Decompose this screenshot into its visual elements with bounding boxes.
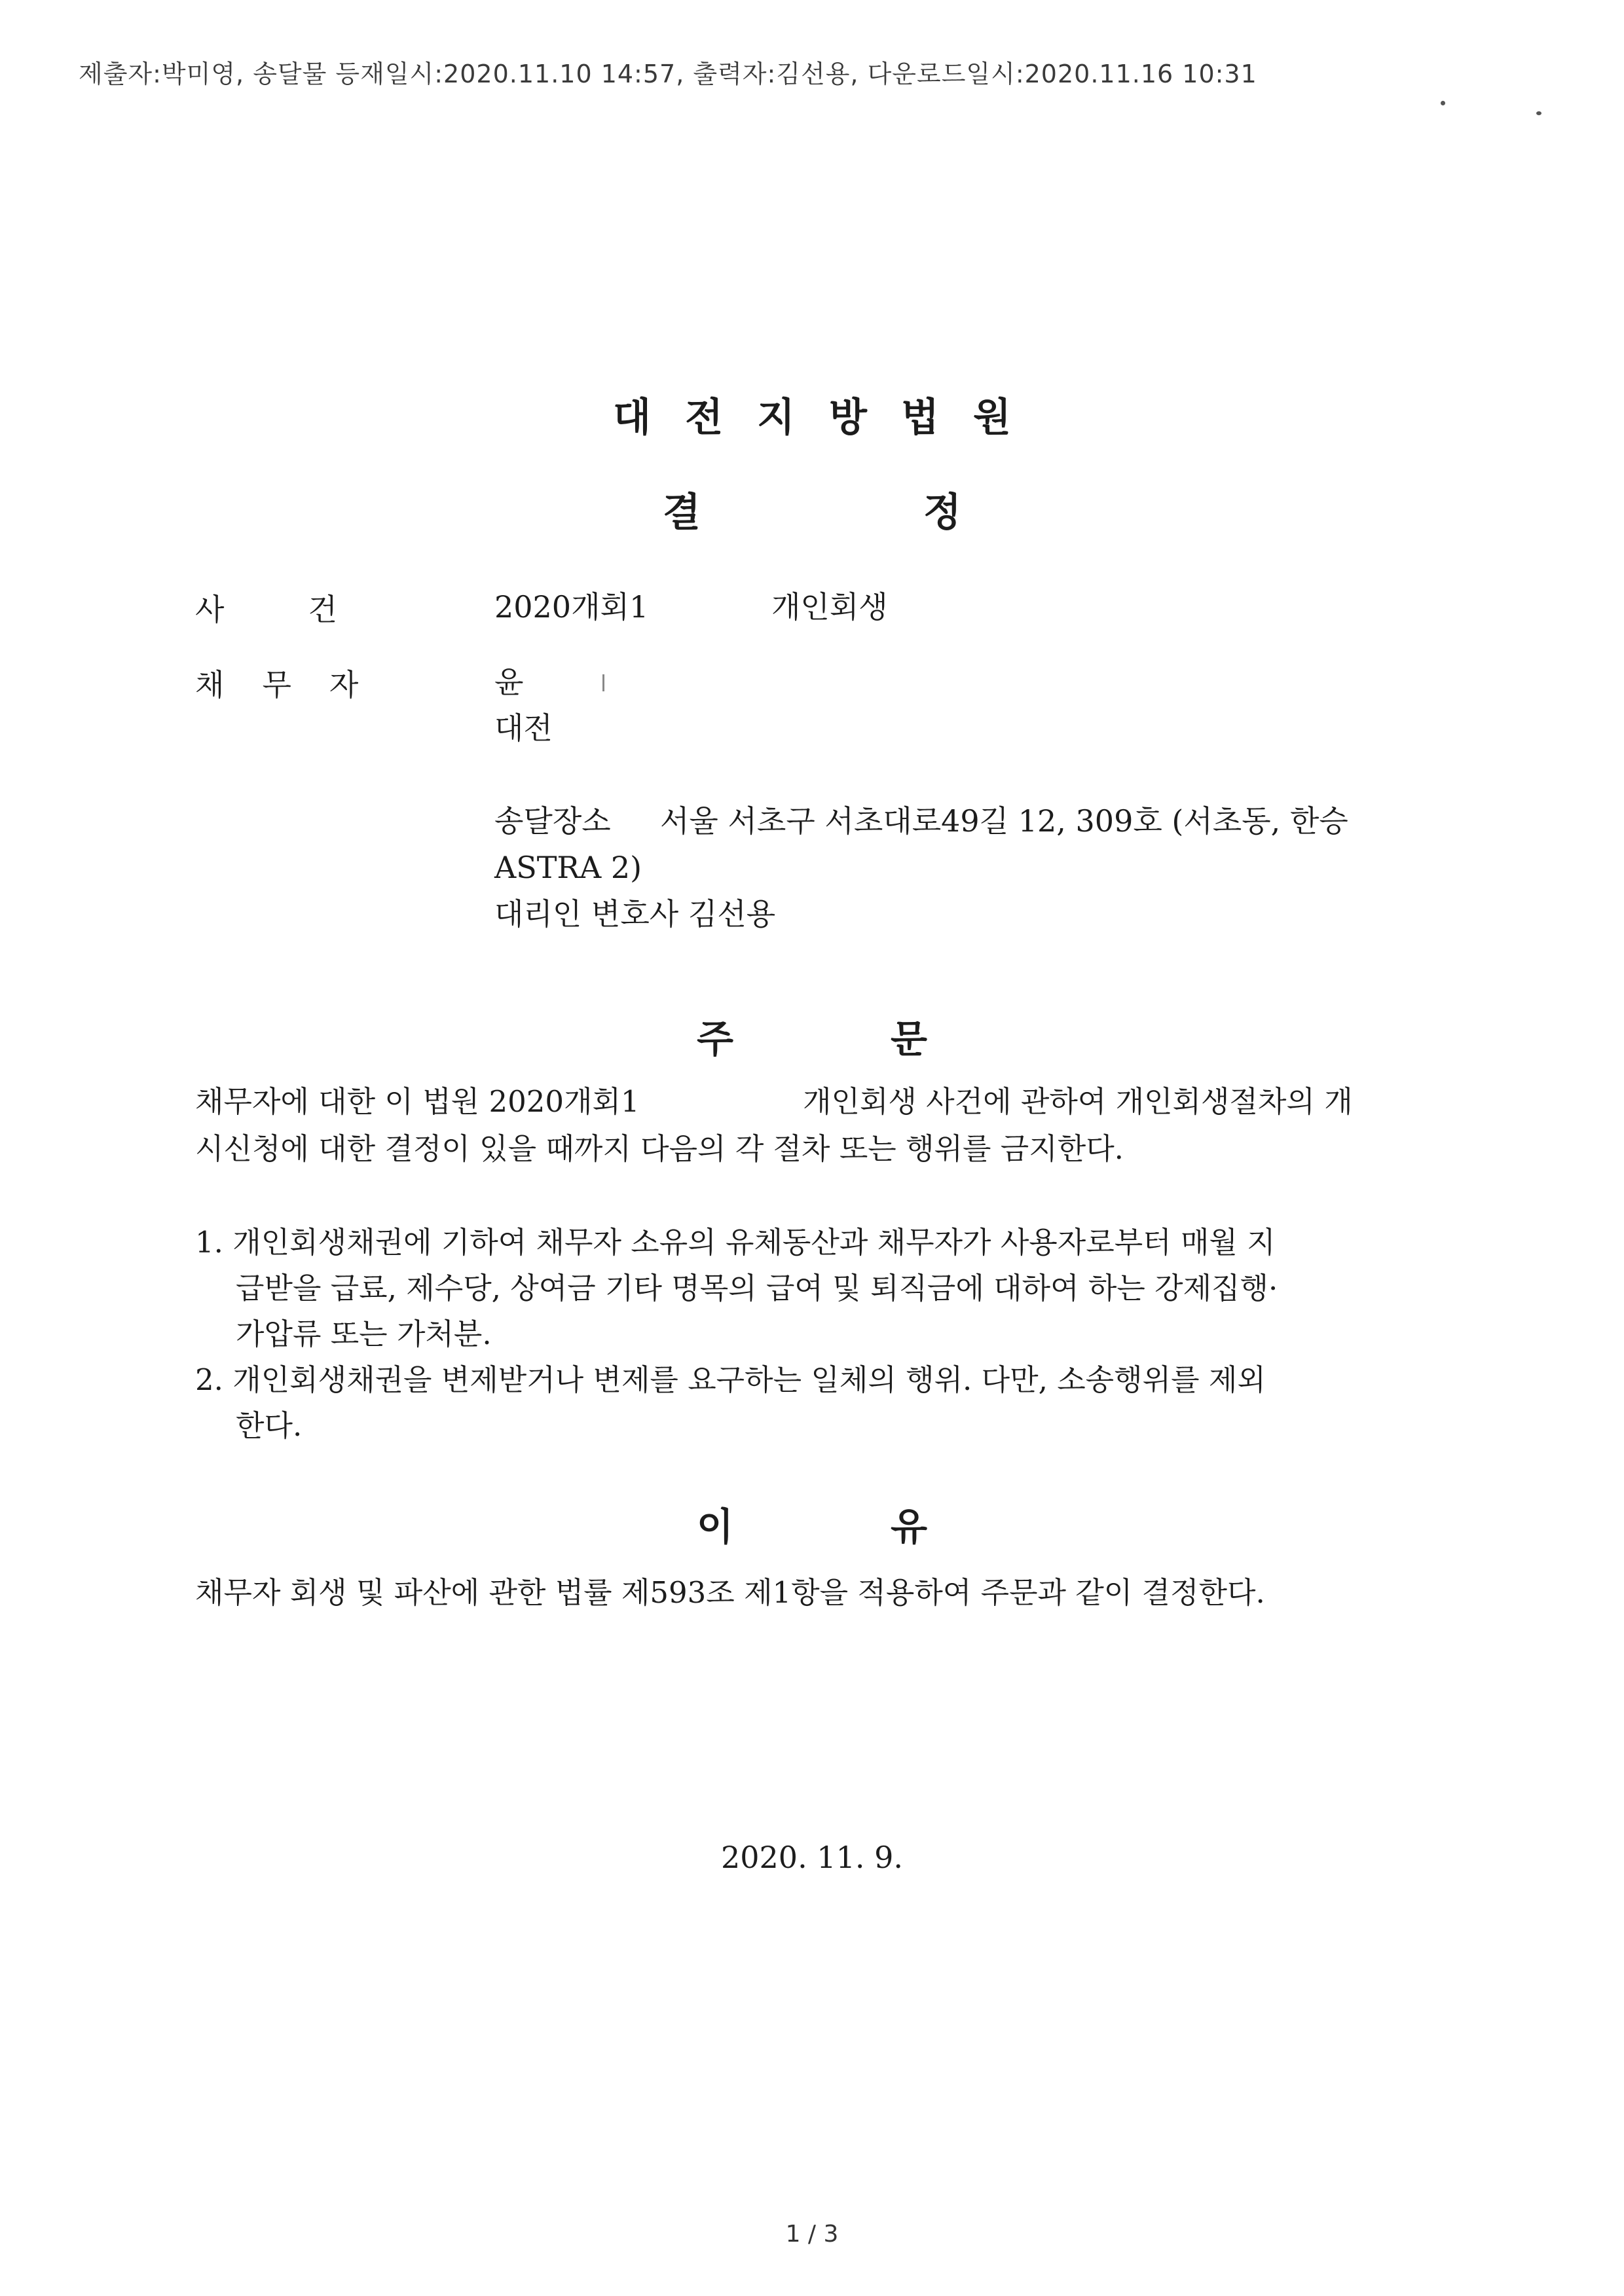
- order-heading: [0, 1008, 1624, 1063]
- redaction-mark: [602, 674, 604, 691]
- court-name-char: 대: [613, 395, 652, 441]
- submission-metadata: 제출자:박미영, 송달물 등재일시:2020.11.10 14:57, 출력자:김선용, 다운로드일시:2020.11.16 10:31: [79, 60, 1257, 88]
- reason-heading-char: 이: [696, 1504, 733, 1549]
- decision-date: 2020. 11. 9.: [721, 1840, 903, 1875]
- case-label-char: 사: [195, 592, 225, 627]
- service-address-line2: ASTRA 2): [494, 850, 642, 885]
- order-item-1-line3: 가압류 또는 가처분.: [236, 1317, 492, 1351]
- order-heading-char: 문: [891, 1017, 928, 1061]
- service-label: 송달장소: [494, 803, 611, 839]
- order-paragraph-part1: 채무자에 대한 이 법원 2020개회1: [195, 1084, 640, 1119]
- order-item-2-line1: 2. 개인회생채권을 변제받거나 변제를 요구하는 일체의 행위. 다만, 소송행위를 제외: [195, 1362, 1266, 1397]
- order-paragraph-line2: 시신청에 대한 결정이 있을 때까지 다음의 각 절차 또는 행위를 금지한다.: [195, 1131, 1124, 1166]
- page-number: 1 / 3: [785, 2221, 839, 2248]
- scan-speck: [1536, 111, 1541, 115]
- order-item-2-line2: 한다.: [236, 1408, 303, 1443]
- scan-speck: [1441, 101, 1445, 105]
- court-name-char: 전: [685, 395, 724, 441]
- case-number: 2020개회1: [494, 589, 649, 625]
- court-name-char: 방: [829, 395, 867, 441]
- order-heading-char: 주: [696, 1017, 733, 1061]
- debtor-label-char: 자: [329, 667, 359, 702]
- service-address-line1: 서울 서초구 서초대로49길 12, 309호 (서초동, 한승: [660, 803, 1348, 839]
- case-label: [195, 586, 337, 629]
- debtor-address: 대전: [494, 710, 553, 746]
- document-title-char: 결: [663, 490, 701, 536]
- debtor-label-char: 채: [195, 667, 225, 702]
- reason-heading-char: 유: [891, 1504, 928, 1549]
- debtor-name: 윤: [494, 665, 524, 700]
- order-item-1-line1: 1. 개인회생채권에 기하여 채무자 소유의 유체동산과 채무자가 사용자로부터 매월 지: [195, 1225, 1276, 1260]
- reason-heading: [0, 1496, 1624, 1551]
- legal-agent: 대리인 변호사 김선용: [494, 896, 776, 932]
- debtor-label: [195, 661, 358, 704]
- court-name-char: 법: [900, 395, 939, 441]
- document-title: [0, 481, 1624, 538]
- order-item-1-line2: 급받을 급료, 제수당, 상여금 기타 명목의 급여 및 퇴직금에 대하여 하는 강제집행·: [236, 1271, 1278, 1305]
- case-type: 개인회생: [771, 589, 888, 625]
- order-paragraph-part2: 개인회생 사건에 관하여 개인회생절차의 개: [803, 1084, 1353, 1119]
- reason-text: 채무자 회생 및 파산에 관한 법률 제593조 제1항을 적용하여 주문과 같이 결정한다.: [195, 1575, 1265, 1610]
- court-name: [0, 386, 1624, 443]
- court-name-char: 지: [757, 395, 795, 441]
- order-paragraph-line1: [195, 1080, 1439, 1123]
- court-name-char: 원: [972, 395, 1011, 441]
- case-label-char: 건: [308, 592, 337, 627]
- document-title-char: 정: [923, 490, 961, 536]
- debtor-label-char: 무: [262, 667, 291, 702]
